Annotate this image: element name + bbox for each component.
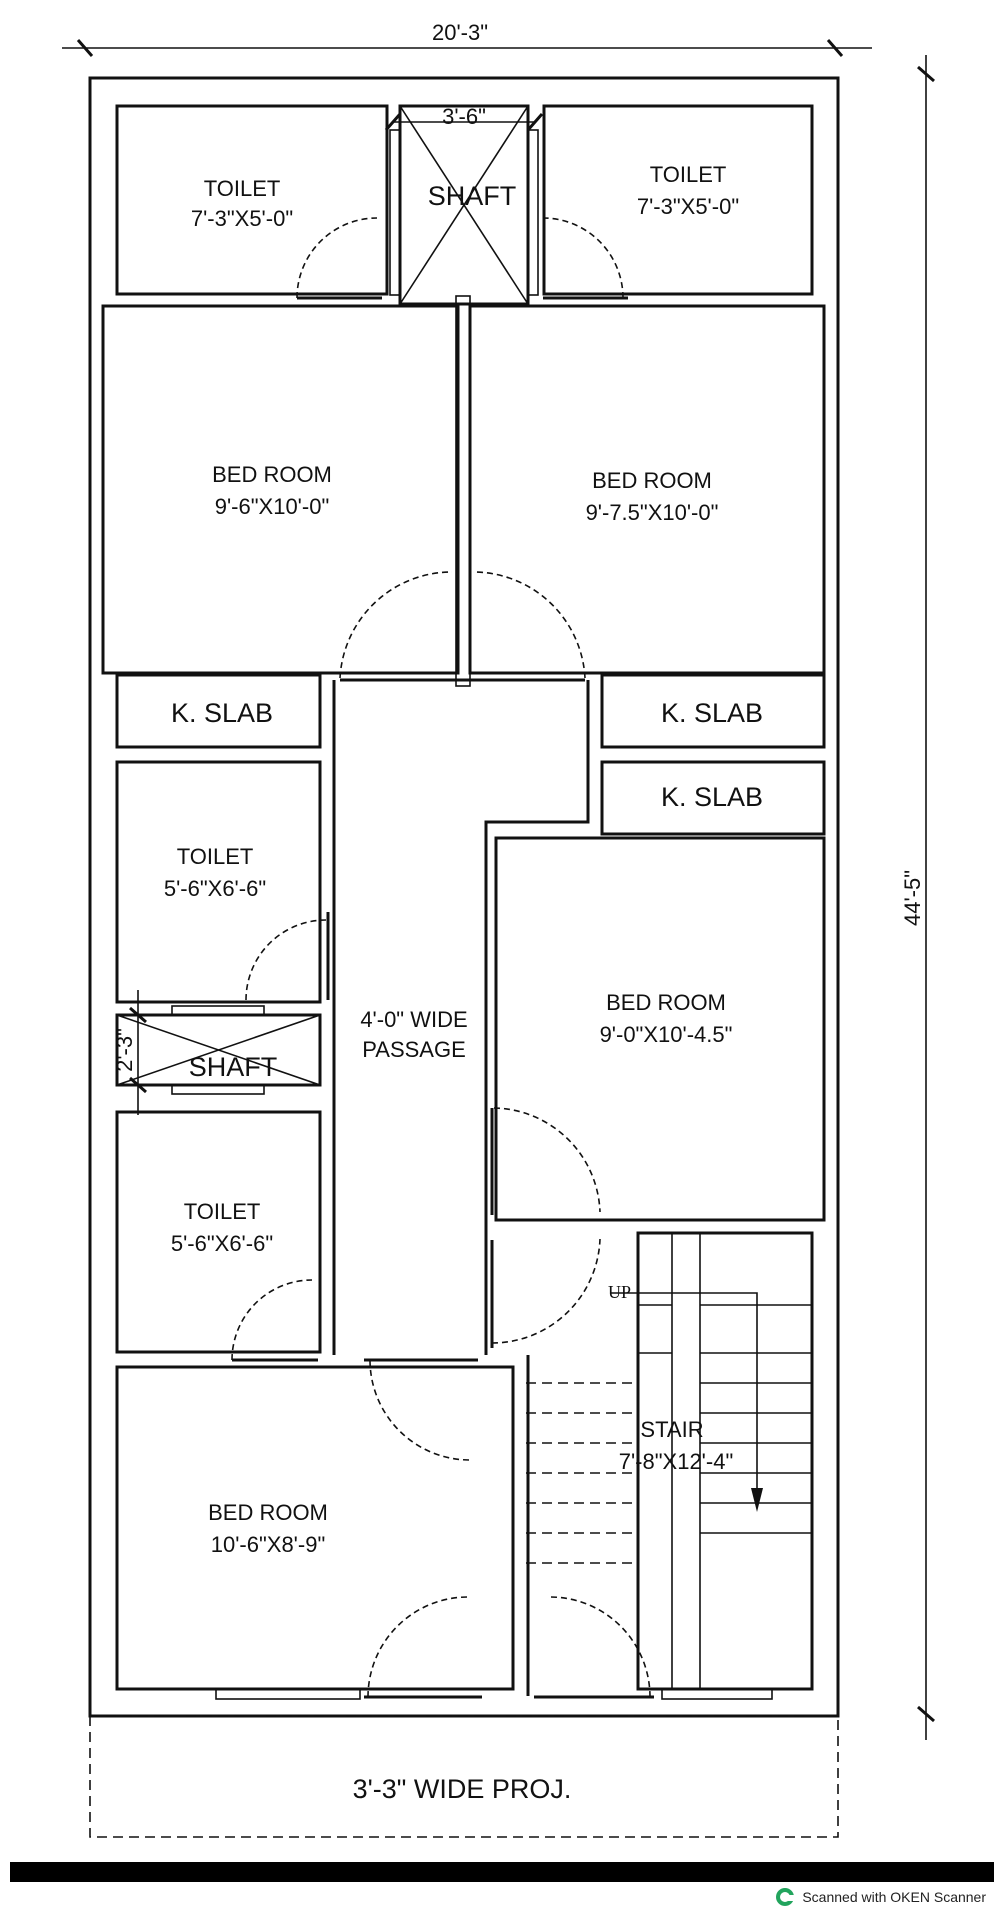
shaft-top-label: SHAFT (427, 181, 517, 211)
depth-dimension (900, 55, 934, 1740)
stair-size: 7'-8"X12'-4" (618, 1449, 734, 1474)
toilet-mid-lower-size: 5'-6"X6'-6" (170, 1231, 274, 1256)
toilet-top-right-name: TOILET (649, 162, 727, 187)
bedroom-left-upper (103, 306, 458, 673)
toilet-top-right-door-swing (543, 218, 623, 298)
bedroom-right-mid-size: 9'-0"X10'-4.5" (599, 1022, 733, 1047)
bedroom-left-lower-name: BED ROOM (208, 1500, 328, 1525)
stair-up-label: UP (608, 1282, 632, 1302)
toilet-mid-upper-size: 5'-6"X6'-6" (163, 876, 267, 901)
passage-line2: PASSAGE (362, 1037, 466, 1062)
bedroom-right-upper-name: BED ROOM (592, 468, 712, 493)
toilet-top-left-size: 7'-3"X5'-0" (190, 206, 294, 231)
scanner-watermark (776, 1888, 986, 1906)
stair-door-lower-swing (550, 1597, 650, 1697)
stair-door-upper-swing (492, 1239, 600, 1343)
bedroom-left-lower-size: 10'-6"X8'-9" (210, 1532, 326, 1557)
kslab-right-1-label: K. SLAB (660, 698, 764, 728)
scanner-text: Scanned with OKEN Scanner (802, 1889, 986, 1905)
bedroom-left-lower-door2-swing (368, 1597, 468, 1697)
scan-footer-bar (10, 1862, 994, 1882)
bedroom-right-mid-door-swing (494, 1108, 600, 1212)
shaft-mid-label: SHAFT (188, 1052, 278, 1082)
bedroom-left-lower (117, 1367, 513, 1689)
bedroom-right-upper-size: 9'-7.5"X10'-0" (585, 500, 719, 525)
scanner-logo-icon (776, 1888, 794, 1906)
shaft-top-width-label: 3'-6" (442, 104, 486, 129)
bedroom-left-lower-door-swing (370, 1360, 470, 1460)
toilet-mid-upper-door-swing (246, 920, 326, 1000)
toilet-mid-lower-door-swing (232, 1280, 312, 1360)
passage-line1: 4'-0" WIDE (360, 1007, 468, 1032)
passage-right-wall (486, 680, 588, 1355)
kslab-left-label: K. SLAB (170, 698, 274, 728)
bedroom-right-upper-door-swing (473, 572, 585, 678)
toilet-top-left-name: TOILET (203, 176, 281, 201)
width-dimension (62, 20, 872, 56)
bedroom-left-upper-size: 9'-6"X10'-0" (214, 494, 330, 519)
bedroom-right-mid-name: BED ROOM (606, 990, 726, 1015)
overall-width-label: 20'-3" (431, 20, 489, 45)
toilet-top-right-size: 7'-3"X5'-0" (636, 194, 740, 219)
projection-label: 3'-3" WIDE PROJ. (352, 1774, 572, 1804)
toilet-mid-lower-name: TOILET (183, 1199, 261, 1224)
stair-arrow-head-icon (751, 1488, 763, 1512)
bedroom-left-upper-door-swing (340, 572, 452, 678)
shaft-mid-depth-label: 2'-3" (112, 1028, 137, 1072)
toilet-top-left-door-swing (297, 218, 377, 298)
toilet-mid-upper-name: TOILET (176, 844, 254, 869)
kslab-right-2-label: K. SLAB (660, 782, 764, 812)
bedroom-left-upper-name: BED ROOM (212, 462, 332, 487)
overall-depth-label: 44'-5" (900, 869, 925, 927)
stair-name: STAIR (640, 1417, 704, 1442)
